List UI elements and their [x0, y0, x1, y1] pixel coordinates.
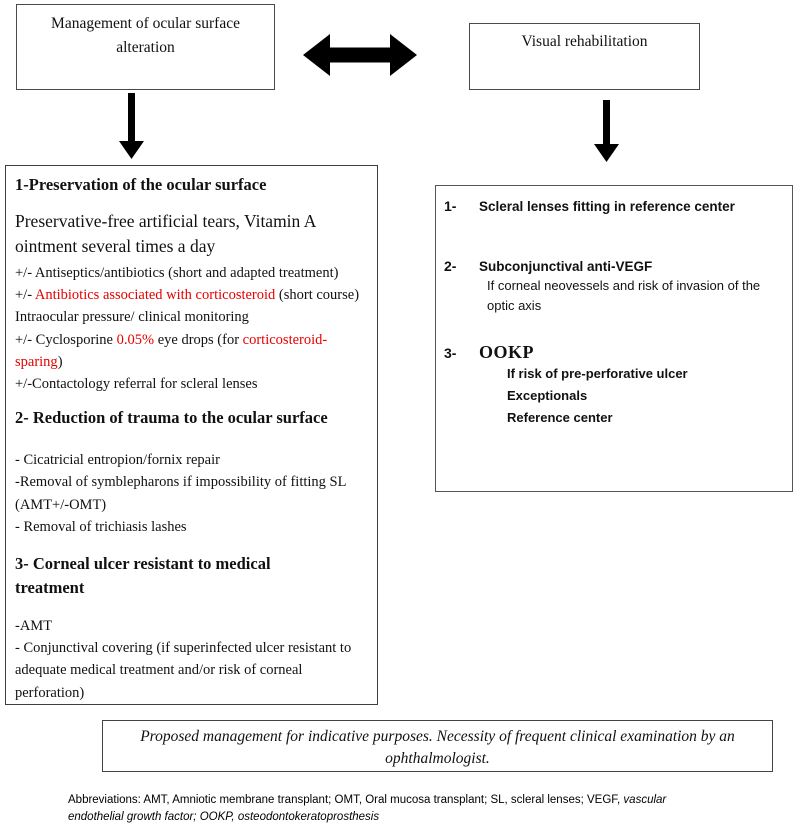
double-arrow-icon — [303, 33, 417, 77]
section1-intro-line2: ointment several times a day — [15, 236, 216, 256]
right-item-2 — [444, 258, 786, 274]
section2-line: - Removal of trichiasis lashes — [15, 518, 187, 535]
right-item-2-title: Subconjunctival anti-VEGF — [479, 259, 653, 274]
abbreviations — [68, 792, 723, 826]
right-item-1-number: 1- — [444, 198, 457, 214]
antibiotics-line-p1: +/- — [15, 287, 35, 304]
visual-rehabilitation-options-box — [435, 185, 793, 492]
cyclosporine-line-p1: +/- Cyclosporine — [15, 331, 117, 348]
iop-line: Intraocular pressure/ clinical monitoring — [15, 309, 249, 326]
right-item-3-subtext: Exceptionals — [507, 388, 588, 403]
sparing-line — [15, 351, 373, 373]
section2-line: -Removal of symblepharons if impossibility of fitting SL — [15, 474, 347, 491]
section3-line: adequate medical treatment and/or risk of corneal — [15, 662, 303, 679]
management-box-line2: alteration — [116, 39, 175, 57]
cyclosporine-line-red2: corticosteroid- — [242, 331, 328, 348]
section3-heading-line1: 3- Corneal ulcer resistant to medical — [15, 554, 271, 574]
visual-rehabilitation-box — [469, 23, 700, 90]
sparing-line-p1: ) — [57, 353, 63, 370]
down-arrow-left-icon — [119, 93, 144, 159]
cyclosporine-line-red1: 0.05% — [116, 331, 155, 348]
right-item-2-subtext: If corneal neovessels and risk of invasion of the optic axis — [487, 278, 761, 313]
right-item-3-subtext: Reference center — [507, 410, 613, 425]
management-box — [16, 4, 275, 90]
right-item-3 — [444, 342, 786, 363]
management-box-line1: Management of ocular surface — [51, 15, 240, 32]
right-item-3-subtext: If risk of pre-perforative ulcer — [507, 366, 688, 381]
cyclosporine-line-p2: eye drops (for — [154, 331, 243, 348]
right-item-3-title: OOKP — [479, 342, 534, 362]
antibiotics-line — [15, 284, 373, 306]
cyclosporine-line — [15, 329, 373, 351]
down-arrow-right-icon — [594, 100, 619, 162]
antibiotics-line-red: Antibiotics associated with corticosteroid — [34, 287, 276, 304]
visual-rehabilitation-label: Visual rehabilitation — [521, 33, 648, 50]
abbreviations-regular: Abbreviations: AMT, Amniotic membrane transplant; OMT, Oral mucosa transplant; SL, scleral lenses; VEGF, — [68, 794, 624, 806]
antiseptics-line: +/- Antiseptics/antibiotics (short and adapted treatment) — [15, 265, 339, 281]
section1-intro-line1: Preservative-free artificial tears, Vitamin A — [15, 211, 317, 231]
section2-line: - Cicatricial entropion/fornix repair — [15, 452, 220, 469]
section3-line: - Conjunctival covering (if superinfected ulcer resistant to — [15, 640, 352, 657]
section3-line: -AMT — [15, 618, 53, 635]
note-text: Proposed management for indicative purposes. Necessity of frequent clinical examination by an ophthalmologist. — [140, 728, 735, 767]
antibiotics-line-p2: (short course) — [275, 287, 360, 304]
note-box — [102, 720, 773, 772]
section1-heading: 1-Preservation of the ocular surface — [15, 175, 267, 194]
section3-line: perforation) — [15, 684, 85, 701]
section2-line: (AMT+/-OMT) — [15, 496, 107, 513]
right-item-1-title: Scleral lenses fitting in reference center — [479, 199, 735, 214]
abbreviations-italic: vascular endothelial growth factor; OOKP, osteodontokeratoprosthesis — [68, 794, 667, 823]
contactology-line: +/-Contactology referral for scleral lenses — [15, 376, 258, 393]
section2-heading: 2- Reduction of trauma to the ocular surface — [15, 408, 328, 428]
sparing-line-red: sparing — [15, 353, 58, 370]
right-item-1 — [444, 198, 786, 214]
ocular-surface-management-box — [5, 165, 378, 705]
section3-heading-line2: treatment — [15, 578, 85, 598]
right-item-3-number: 3- — [444, 345, 457, 361]
right-item-2-number: 2- — [444, 258, 457, 274]
